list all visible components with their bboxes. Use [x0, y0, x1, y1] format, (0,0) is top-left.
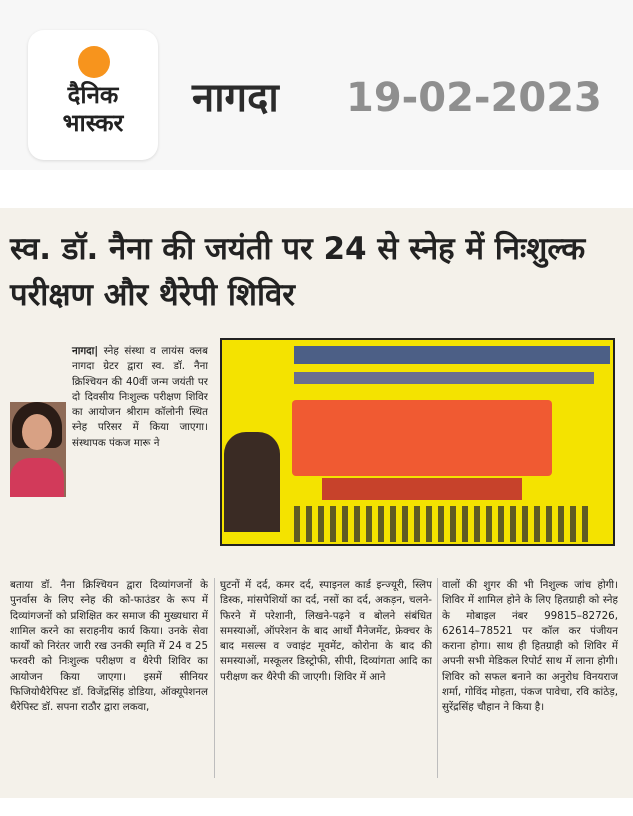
- city-name: नागदा: [192, 75, 279, 121]
- article-column-2: घुटनों में दर्द, कमर दर्द, स्पाइनल कार्ड इन्ज्यूरी, स्लिप डिस्क, मांसपेशियों का दर्द, नसों का दर्द, अकड़न, चलने-फिरने में परेशानी, लिखने-पढ़ने व बोलने संबंधित समस्याओं, ऑपरेशन के बाद आर्थो मैनेजमेंट, फ्रेक्चर के बाद मसल्स व ज्वाइंट मूवमेंट, कोरोना के बाद की समस्याओं, मस्कूलर डिस्ट्रोफी, सीपी, दिव्यांगता आदि का परीक्षण कर थैरेपी की जाएगी। शिविर में आने: [220, 579, 432, 683]
- logo-text-line1: दैनिक: [67, 81, 119, 109]
- pixelated-advertisement-image: [220, 338, 615, 546]
- article-column-1-top: [10, 344, 208, 499]
- publish-date: 19-02-2023: [346, 75, 602, 121]
- article-column-3: वालों की शुगर की भी निशुल्क जांच होगी। शिविर में शामिल होने के लिए हितग्राही को स्नेह के मोबाइल नंबर 99815–82726, 62614–78521 पर कॉल कर पंजीयन कराना होगा। साथ ही हितग्राही को शिविर में अपनी सभी मेडिकल रिपोर्ट साथ में लाना होगी। शिविर को सफल बनाने का अनुरोध विनयराज शर्मा, गोविंद मोहता, पंकज पावेचा, रवि कांठेड़, सुरेंद्रसिंह चौहान ने किया है।: [442, 579, 618, 714]
- dateline: नागदा|: [72, 345, 99, 357]
- newspaper-clipping: [0, 208, 633, 798]
- article-headline: स्व. डॉ. नैना की जयंती पर 24 से स्नेह में निःशुल्क परीक्षण और थैरेपी शिविर: [10, 231, 586, 313]
- article-column-1-bottom: बताया डॉ. नैना क्रिश्चियन द्वारा दिव्यांगजनों के पुनर्वास के लिए स्नेह की को-फाउंडर के रूप में दिव्यांगजनों को प्रशिक्षित कर समाज की मुख्यधारा में शामिल करने का सराहनीय कार्य किया। उनके सेवा कार्यों को निरंतर जारी रख उनकी स्मृति में 24 व 25 फरवरी को निःशुल्क परीक्षण व थैरेपी शिविर का आयोजन किया जाएगा। इसमें सीनियर फिजियोथैरेपिस्ट डॉ. विजेंद्रसिंह डोडिया, ऑक्यूपेशनल थैरेपिस्ट डॉ. सपना राठौर द्वारा लकवा,: [10, 579, 208, 714]
- sun-icon: [78, 46, 110, 78]
- column-divider: [437, 578, 438, 778]
- logo-text-line2: भास्कर: [62, 109, 124, 137]
- dainik-bhaskar-logo: [28, 30, 158, 160]
- header-bar: [0, 0, 633, 170]
- column-divider: [214, 578, 215, 778]
- portrait-photo: [10, 402, 66, 497]
- article-text-col1-top: स्नेह संस्था व लायंस क्लब नागदा ग्रेटर द्वारा स्व. डॉ. नैना क्रिश्चियन की 40वीं जन्म जयंती पर दो दिवसीय निःशुल्क परीक्षण शिविर का आयोजन श्रीराम कॉलोनी स्थित स्नेह परिसर में किया जाएगा। संस्थापक पंकज मारू ने: [72, 345, 208, 449]
